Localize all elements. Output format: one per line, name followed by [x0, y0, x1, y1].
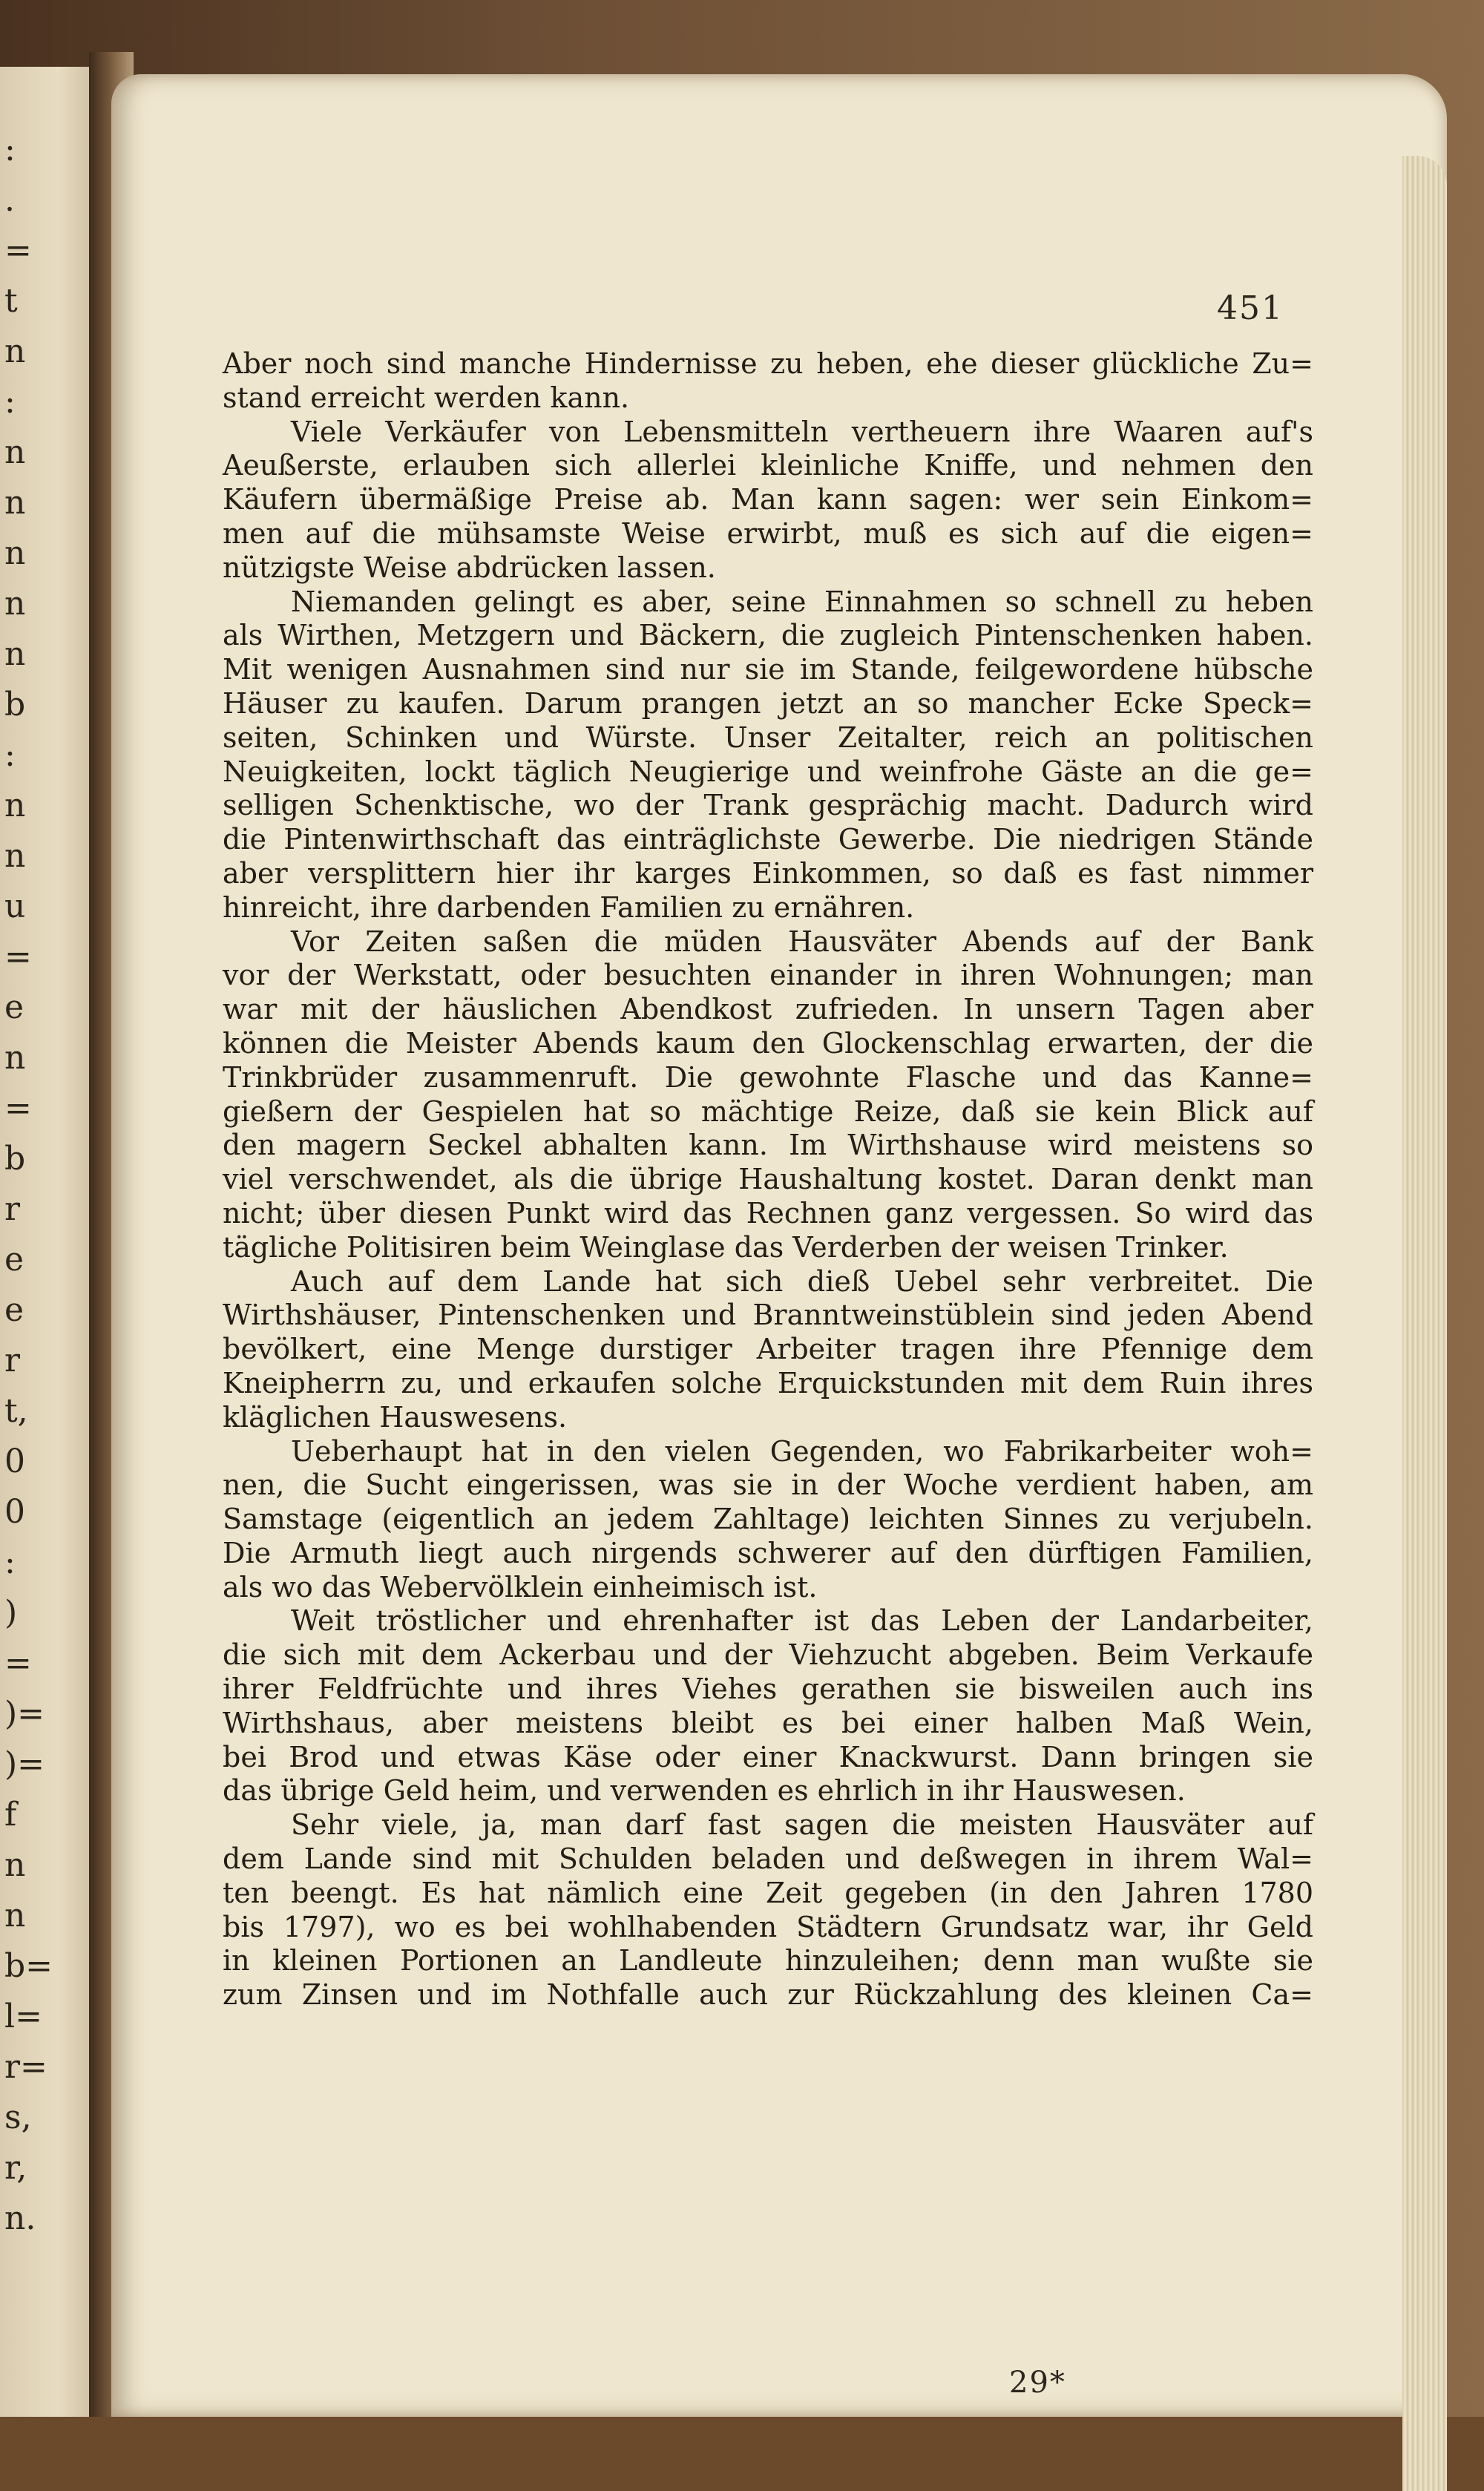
- left-page-fragment: 0: [4, 1443, 25, 1480]
- left-page-fragment: r=: [4, 2048, 47, 2086]
- text-line: seiten, Schinken und Würste. Unser Zeitalter, reich an politischen: [223, 721, 1313, 754]
- text-line: Die Armuth liegt auch nirgends schwerer auf den dürftigen Familien,: [223, 1536, 1313, 1569]
- left-page-fragment: e: [4, 1241, 24, 1279]
- text-line: Aber noch sind manche Hindernisse zu heben, ehe dieser glückliche Zu=: [223, 347, 1313, 380]
- text-line: in kleinen Portionen an Landleute hinzuleihen; denn man wußte sie: [223, 1944, 1313, 1978]
- text-line: ihrer Feldfrüchte und ihres Viehes gerathen sie bisweilen auch ins: [223, 1673, 1313, 1706]
- left-page-fragment: n: [4, 534, 26, 572]
- left-page-fragment: n: [4, 635, 26, 673]
- left-page-fragment: t: [4, 282, 18, 320]
- left-page-fragment: =: [4, 1089, 32, 1127]
- text-line: Niemanden gelingt es aber, seine Einnahmen so schnell zu heben: [291, 585, 1313, 618]
- text-line: Käufern übermäßige Preise ab. Man kann sagen: wer sein Einkom=: [223, 483, 1313, 516]
- text-line: Häuser zu kaufen. Darum prangen jetzt an so mancher Ecke Speck=: [223, 686, 1313, 720]
- text-line: Ueberhaupt hat in den vielen Gegenden, wo Fabrikarbeiter woh=: [291, 1434, 1313, 1468]
- left-page-fragment: =: [4, 232, 32, 269]
- text-line: Mit wenigen Ausnahmen sind nur sie im Stande, feilgewordene hübsche: [223, 653, 1313, 686]
- text-line: tägliche Politisiren beim Weinglase das Verderben der weisen Trinker.: [223, 1230, 1229, 1264]
- left-facing-page: [0, 67, 96, 2417]
- text-line: Viele Verkäufer von Lebensmitteln vertheuern ihre Waaren auf's: [291, 415, 1313, 448]
- text-line: die Pintenwirthschaft das einträglichste Gewerbe. Die niedrigen Stände: [223, 823, 1313, 856]
- left-page-fragment: )=: [4, 1745, 45, 1783]
- text-line: gießern der Gespielen hat so mächtige Reize, daß sie kein Blick auf: [223, 1094, 1313, 1128]
- left-page-fragment: n: [4, 484, 26, 522]
- left-page-fragment: b: [4, 686, 26, 723]
- text-line: hinreicht, ihre darbenden Familien zu ernähren.: [223, 890, 915, 924]
- left-page-fragment: =: [4, 938, 32, 976]
- text-line: war mit der häuslichen Abendkost zufrieden. In unsern Tagen aber: [223, 993, 1313, 1026]
- left-page-fragment: r: [4, 1190, 21, 1228]
- text-line: Vor Zeiten saßen die müden Hausväter Abends auf der Bank: [291, 925, 1313, 958]
- text-line: Trinkbrüder zusammenruft. Die gewohnte Flasche und das Kanne=: [223, 1060, 1313, 1094]
- left-page-fragment: n.: [4, 2199, 36, 2237]
- page-edge-stack: [1402, 156, 1447, 2491]
- text-line: kläglichen Hauswesens.: [223, 1400, 568, 1434]
- text-line: Samstage (eigentlich an jedem Zahltage) leichten Sinnes zu verjubeln.: [223, 1503, 1313, 1536]
- book-page: [111, 74, 1447, 2417]
- left-page-fragment: u: [4, 887, 26, 925]
- text-line: nicht; über diesen Punkt wird das Rechnen ganz vergessen. So wird das: [223, 1196, 1313, 1230]
- text-line: vor der Werkstatt, oder besuchten einander in ihren Wohnungen; man: [223, 959, 1313, 992]
- text-line: selligen Schenktische, wo der Trank gesprächig macht. Dadurch wird: [223, 789, 1313, 822]
- text-line: nen, die Sucht eingerissen, was sie in der Woche verdient haben, am: [223, 1468, 1313, 1502]
- page-text: [223, 347, 1313, 2012]
- left-page-fragment: :: [4, 736, 16, 774]
- left-page-fragment: n: [4, 1897, 26, 1934]
- text-line: ten beengt. Es hat nämlich eine Zeit gegeben (in den Jahren 1780: [223, 1876, 1313, 1909]
- left-page-fragment: t,: [4, 1392, 28, 1430]
- text-line: die sich mit dem Ackerbau und der Viehzucht abgeben. Beim Verkaufe: [223, 1638, 1313, 1672]
- text-line: das übrige Geld heim, und verwenden es ehrlich in ihr Hauswesen.: [223, 1774, 1186, 1808]
- text-line: Aeußerste, erlauben sich allerlei kleinliche Kniffe, und nehmen den: [223, 449, 1313, 482]
- left-page-fragment: s,: [4, 2098, 32, 2136]
- text-line: den magern Seckel abhalten kann. Im Wirthshause wird meistens so: [223, 1129, 1313, 1162]
- left-page-fragment: l=: [4, 1998, 42, 2035]
- text-line: Wirthshaus, aber meistens bleibt es bei einer halben Maß Wein,: [223, 1706, 1313, 1739]
- left-page-fragment: .: [4, 181, 15, 219]
- left-page-fragment: n: [4, 332, 26, 370]
- left-page-fragment: e: [4, 1291, 24, 1329]
- printer-signature-mark: 29*: [1009, 2366, 1066, 2400]
- text-line: bevölkert, eine Menge durstiger Arbeiter tragen ihre Pfennige dem: [223, 1333, 1313, 1366]
- text-line: bis 1797), wo es bei wohlhabenden Städtern Grundsatz war, ihr Geld: [223, 1910, 1313, 1943]
- left-page-fragment: 0: [4, 1493, 25, 1531]
- left-page-fragment: n: [4, 1846, 26, 1884]
- text-line: bei Brod und etwas Käse oder einer Knackwurst. Dann bringen sie: [223, 1740, 1313, 1773]
- page-number: 451: [1217, 289, 1284, 327]
- left-page-fragment: b: [4, 1140, 26, 1178]
- text-line: stand erreicht werden kann.: [223, 381, 630, 414]
- left-page-fragment: n: [4, 585, 26, 623]
- text-line: Auch auf dem Lande hat sich dieß Uebel sehr verbreitet. Die: [291, 1264, 1313, 1298]
- text-line: aber versplittern hier ihr karges Einkommen, so daß es fast nimmer: [223, 856, 1313, 890]
- text-line: nützigste Weise abdrücken lassen.: [223, 551, 716, 584]
- left-page-fragment: f: [4, 1796, 17, 1834]
- text-line: Kneipherrn zu, und erkaufen solche Erquickstunden mit dem Ruin ihres: [223, 1366, 1313, 1399]
- text-line: Sehr viele, ja, man darf fast sagen die meisten Hausväter auf: [291, 1808, 1313, 1842]
- left-page-fragment: :: [4, 383, 16, 421]
- left-page-fragment: :: [4, 1543, 16, 1581]
- text-line: Weit tröstlicher und ehrenhafter ist das Leben der Landarbeiter,: [291, 1604, 1313, 1638]
- text-line: als Wirthen, Metzgern und Bäckern, die zugleich Pintenschenken haben.: [223, 619, 1313, 652]
- text-line: zum Zinsen und im Nothfalle auch zur Rückzahlung des kleinen Ca=: [223, 1978, 1313, 2012]
- text-line: dem Lande sind mit Schulden beladen und deßwegen in ihrem Wal=: [223, 1842, 1313, 1876]
- left-page-fragment: )=: [4, 1695, 45, 1733]
- left-page-fragment: e: [4, 988, 24, 1026]
- text-line: als wo das Webervölklein einheimisch ist.: [223, 1570, 818, 1604]
- left-page-fragment: b=: [4, 1947, 53, 1985]
- left-page-fragment: :: [4, 131, 16, 168]
- text-line: können die Meister Abends kaum den Glockenschlag erwarten, der die: [223, 1026, 1313, 1060]
- text-line: men auf die mühsamste Weise erwirbt, muß es sich auf die eigen=: [223, 516, 1313, 550]
- left-page-fragment: n: [4, 1039, 26, 1077]
- left-page-fragment: n: [4, 433, 26, 471]
- text-line: Wirthshäuser, Pintenschenken und Branntweinstüblein sind jeden Abend: [223, 1299, 1313, 1332]
- left-page-fragment: n: [4, 787, 26, 824]
- left-page-fragment: r,: [4, 2149, 27, 2187]
- text-line: viel verschwendet, als die übrige Haushaltung kostet. Daran denkt man: [223, 1163, 1313, 1196]
- left-page-fragment: ): [4, 1594, 18, 1632]
- text-line: Neuigkeiten, lockt täglich Neugierige und weinfrohe Gäste an die ge=: [223, 755, 1313, 788]
- left-page-fragment: r: [4, 1342, 21, 1379]
- left-page-fragment: =: [4, 1644, 32, 1682]
- left-page-fragment: n: [4, 837, 26, 875]
